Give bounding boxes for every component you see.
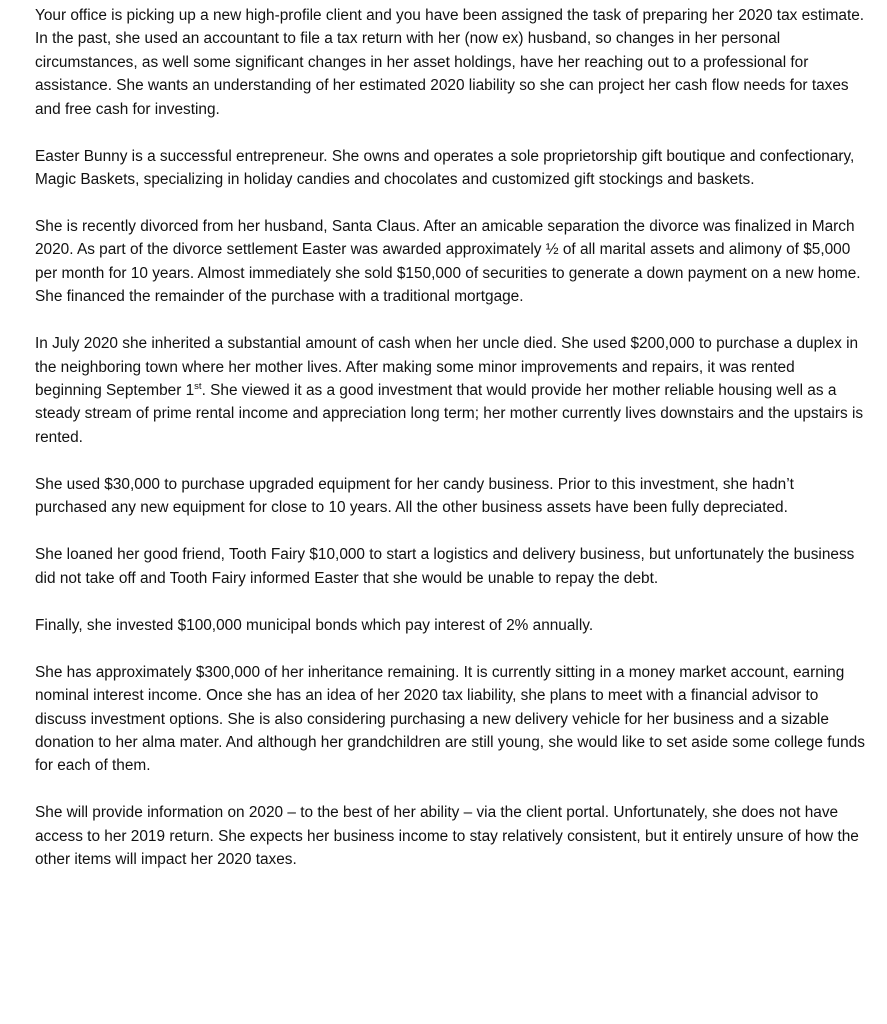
ordinal-superscript: st: [194, 380, 202, 392]
paragraph-inheritance-text-continued: . She viewed it as a good investment that would provide her mother reliable housing well as a steady stream of prime rental income and appreciation long term; her mother currently lives downstairs and the upstairs is rented.: [35, 382, 864, 446]
paragraph-business: Easter Bunny is a successful entrepreneur. She owns and operates a sole proprietorship gift boutique and confectionary, Magic Baskets, specializing in holiday candies and chocolates and customized gift stockings and baskets.: [35, 147, 855, 189]
paragraph-bonds: Finally, she invested $100,000 municipal bonds which pay interest of 2% annually.: [35, 616, 594, 634]
document-body: [35, 4, 865, 895]
paragraph-client-portal: She will provide information on 2020 – to the best of her ability – via the client portal. Unfortunately, she does not have access to her 2019 return. She expects her business income to stay relatively consistent, but it entirely unsure of how the other items will impact her 2020 taxes.: [35, 804, 859, 869]
paragraph-inheritance: [35, 332, 865, 449]
paragraph-inheritance-text: In July 2020 she inherited a substantial amount of cash when her uncle died. She used $200,000 to purchase a duplex in the neighboring town where her mother lives. After making some minor improvements and repairs, it was rented beginning September 1: [35, 335, 859, 400]
paragraph-loan: She loaned her good friend, Tooth Fairy $10,000 to start a logistics and delivery business, but unfortunately the business did not take off and Tooth Fairy informed Easter that she would be unable to repay the debt.: [35, 546, 855, 587]
paragraph-equipment: She used $30,000 to purchase upgraded equipment for her candy business. Prior to this investment, she hadn’t purchased any new equipment for close to 10 years. All the other business assets have been fully depreciated.: [35, 475, 794, 517]
paragraph-divorce: She is recently divorced from her husband, Santa Claus. After an amicable separation the divorce was finalized in March 2020. As part of the divorce settlement Easter was awarded approximately ½ of all marital assets and alimony of $5,000 per month for 10 years. Almost immediately she sold $150,000 of securities to generate a down payment on a new home. She financed the remainder of the purchase with a traditional mortgage.: [35, 218, 861, 306]
paragraph-intro: Your office is picking up a new high-profile client and you have been assigned the task of preparing her 2020 tax estimate. In the past, she used an accountant to file a tax return with her (now ex) husband, so changes in her personal circumstances, as well some significant changes in her asset holdings, have her reaching out to a professional for assistance. She wants an understanding of her estimated 2020 liability so she can project her cash flow needs for taxes and free cash for investing.: [35, 7, 865, 118]
paragraph-remaining-inheritance: She has approximately $300,000 of her inheritance remaining. It is currently sitting in a money market account, earning nominal interest income. Once she has an idea of her 2020 tax liability, she plans to meet with a financial advisor to discuss investment options. She is also considering purchasing a new delivery vehicle for her business and a sizable donation to her alma mater. And although her grandchildren are still young, she would like to set aside some college funds for each of them.: [35, 663, 865, 775]
